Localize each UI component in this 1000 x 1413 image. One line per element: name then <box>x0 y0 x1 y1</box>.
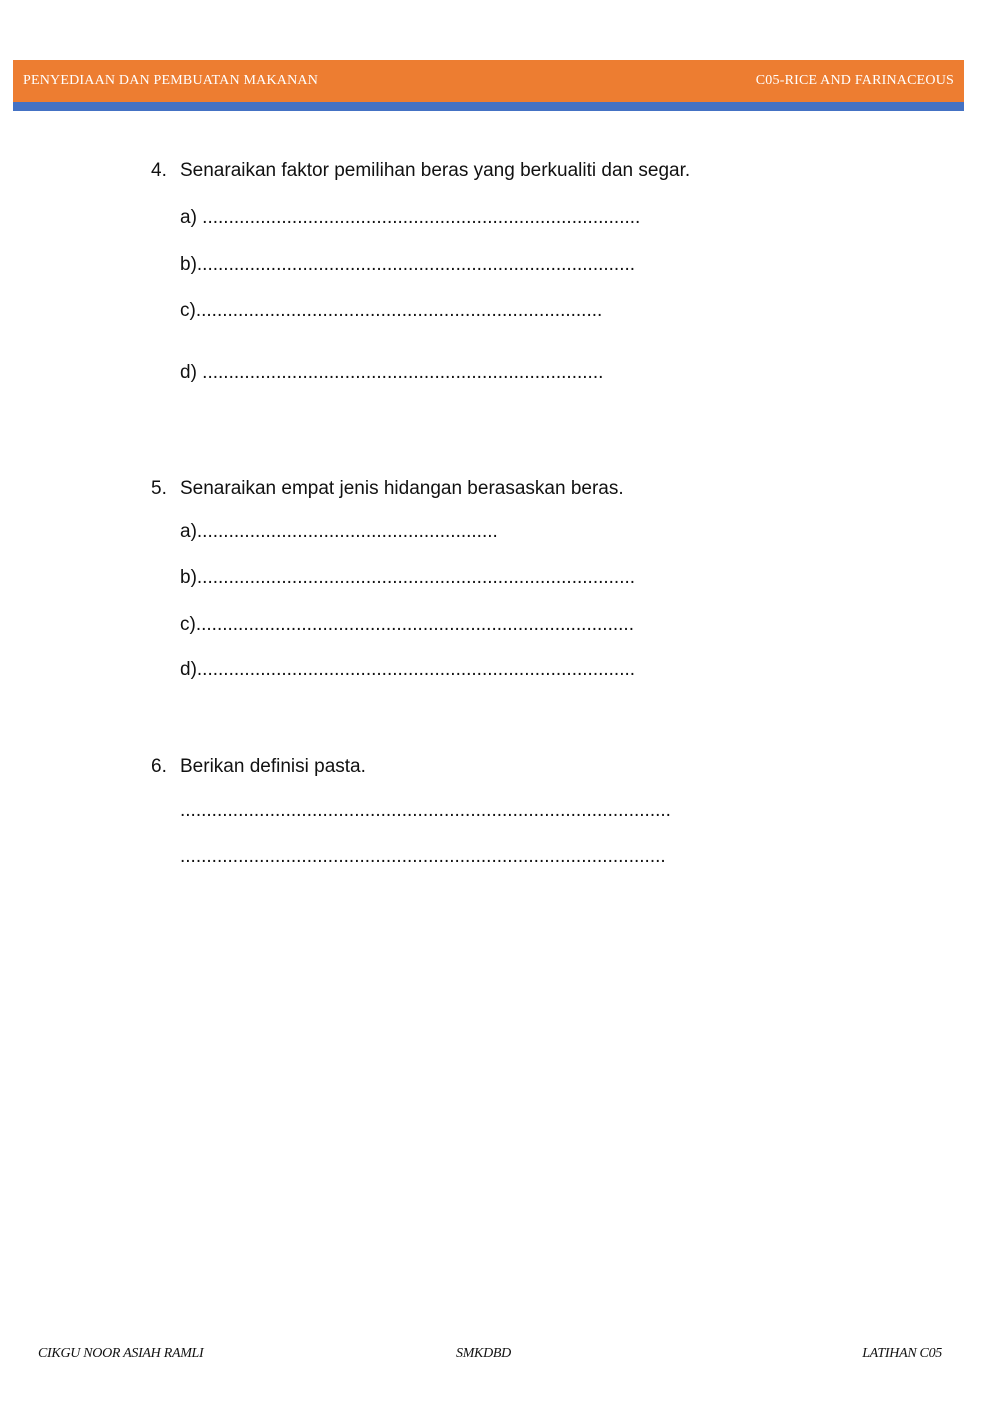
answer-label: d) <box>180 659 197 680</box>
footer-exercise-label: LATIHAN C05 <box>862 1346 942 1361</box>
header-stripe <box>13 102 964 111</box>
answer-line-6-1[interactable] <box>180 800 671 822</box>
answer-line-5b[interactable] <box>180 567 635 589</box>
answer-line-5a[interactable] <box>180 521 498 543</box>
answer-label: c) <box>180 300 196 321</box>
answer-dots: ................................................................................... <box>196 659 636 680</box>
header-topic-title: C05-RICE AND FARINACEOUS <box>755 73 954 88</box>
question-4 <box>151 160 690 182</box>
question-5 <box>151 478 624 500</box>
question-text: Senaraikan faktor pemilihan beras yang berkualiti dan segar. <box>180 160 691 181</box>
footer-teacher-name: CIKGU NOOR ASIAH RAMLI <box>38 1346 204 1361</box>
answer-label: c) <box>180 614 196 635</box>
answer-dots: ......................................................... <box>196 521 498 542</box>
answer-line-6-2[interactable] <box>180 846 666 868</box>
answer-dots: ............................................................................................ <box>180 846 666 867</box>
header-subject-title: PENYEDIAAN DAN PEMBUATAN MAKANAN <box>23 73 318 88</box>
answer-line-5d[interactable] <box>180 659 635 681</box>
answer-dots: ............................................................................................. <box>180 800 671 821</box>
answer-line-4c[interactable] <box>180 300 602 322</box>
answer-line-5c[interactable] <box>180 614 634 636</box>
question-text: Berikan definisi pasta. <box>180 756 366 777</box>
answer-dots: ................................................................................... <box>196 254 636 275</box>
answer-dots: ............................................................................. <box>195 300 603 321</box>
answer-dots: ................................................................................... <box>196 207 641 228</box>
answer-line-4d[interactable] <box>180 362 603 384</box>
question-number: 4. <box>151 160 167 181</box>
answer-dots: ................................................................................... <box>195 614 634 635</box>
answer-line-4b[interactable] <box>180 254 635 276</box>
question-number: 5. <box>151 478 167 499</box>
answer-label: a) <box>180 207 197 228</box>
answer-label: b) <box>180 567 197 588</box>
question-text: Senaraikan empat jenis hidangan berasaskan beras. <box>180 478 624 499</box>
answer-label: b) <box>180 254 197 275</box>
footer-school-code: SMKDBD <box>456 1346 511 1361</box>
question-number: 6. <box>151 756 167 777</box>
answer-label: a) <box>180 521 197 542</box>
answer-dots: ................................................................................... <box>196 567 636 588</box>
answer-label: d) <box>180 362 197 383</box>
answer-line-4a[interactable] <box>180 207 640 229</box>
question-6 <box>151 756 366 778</box>
answer-dots: ............................................................................ <box>196 362 604 383</box>
